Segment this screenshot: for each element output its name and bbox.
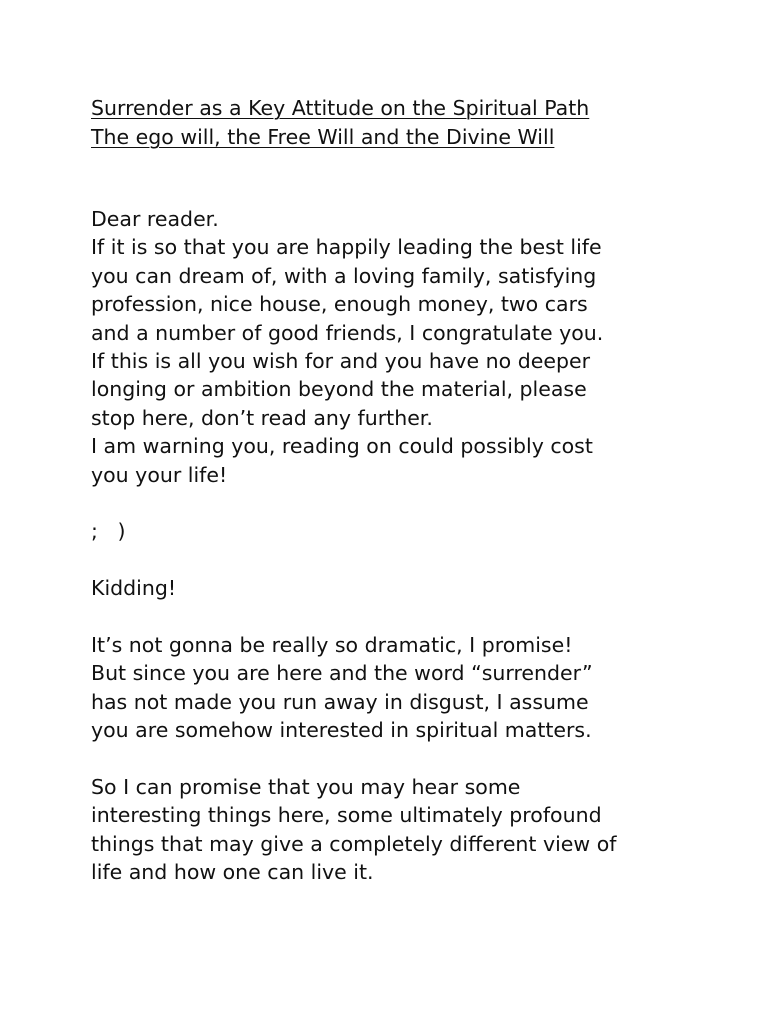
title-line-1: Surrender as a Key Attitude on the Spiritual Path [91,96,590,120]
paragraph-line: So I can promise that you may hear some [91,774,521,799]
paragraph-line: you your life! [91,462,228,487]
paragraph-line: interesting things here, some ultimately profound [91,803,602,828]
emoticon-line: ; ) [91,519,126,544]
paragraph-line: profession, nice house, enough money, two cars [91,292,588,317]
title-line-2: The ego will, the Free Will and the Divine Will [91,124,555,149]
paragraph-line: longing or ambition beyond the material, please [91,377,587,402]
paragraph-line: It’s not gonna be really so dramatic, I promise! [91,632,573,657]
paragraph-line: has not made you run away in disgust, I assume [91,689,589,714]
paragraph-3 [91,773,731,887]
paragraph-line: But since you are here and the word “surrender” [91,661,593,686]
paragraph-line: you can dream of, with a loving family, satisfying [91,263,597,288]
paragraph-gap [91,546,731,574]
kidding-line: Kidding! [91,576,177,601]
paragraph-gap [91,602,731,630]
paragraph-line: things that may give a completely different view of [91,831,617,856]
document-body [91,205,731,886]
paragraph-line: and a number of good friends, I congratulate you. [91,320,604,345]
document-title [91,94,711,151]
paragraph-line: I am warning you, reading on could possibly cost [91,434,593,459]
paragraph-gap [91,489,731,517]
paragraph-gap [91,744,731,772]
paragraph-line: If this is all you wish for and you have no deeper [91,348,591,373]
greeting-line: Dear reader. [91,207,219,231]
paragraph-line: If it is so that you are happily leading the best life [91,235,602,260]
paragraph-2 [91,631,731,745]
paragraph-line: stop here, don’t read any further. [91,405,433,430]
paragraph-1 [91,233,731,489]
paragraph-line: life and how one can live it. [91,859,374,884]
paragraph-line: you are somehow interested in spiritual matters. [91,718,592,743]
